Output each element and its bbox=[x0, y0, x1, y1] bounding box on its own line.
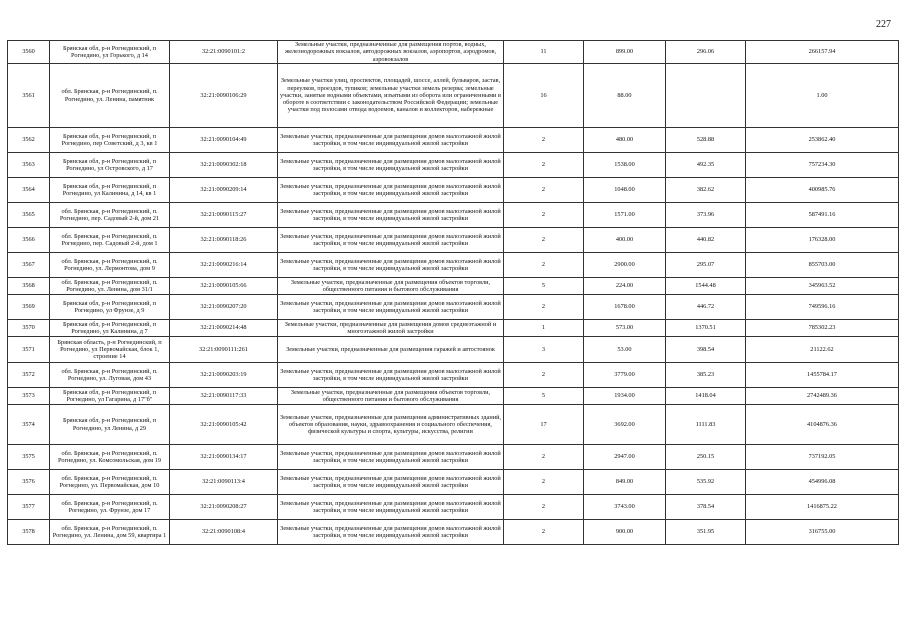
row-number-cell: 3566 bbox=[8, 228, 50, 253]
land-use-cell: Земельные участки, предназначенные для размещения домов малоэтажной жилой застройки, в том числе индивидуальной жилой застройки bbox=[278, 178, 504, 203]
table-row bbox=[8, 405, 899, 445]
table-row bbox=[8, 128, 899, 153]
area-cell: 224.00 bbox=[584, 278, 666, 295]
cadastral-number-cell: 32:21:0090105:66 bbox=[170, 278, 278, 295]
cadastral-number-cell: 32:21:0090214:48 bbox=[170, 320, 278, 337]
row-number-cell: 3577 bbox=[8, 495, 50, 520]
table-row bbox=[8, 253, 899, 278]
group-code-cell: 2 bbox=[504, 228, 584, 253]
group-code-cell: 2 bbox=[504, 295, 584, 320]
group-code-cell: 2 bbox=[504, 495, 584, 520]
group-code-cell: 2 bbox=[504, 128, 584, 153]
group-code-cell: 2 bbox=[504, 470, 584, 495]
row-number-cell: 3573 bbox=[8, 388, 50, 405]
address-cell: Брянская обл, р-н Рогнединский, п Рогнедино, ул Ленина, д 29 bbox=[50, 405, 170, 445]
land-use-cell: Земельные участки, предназначенные для размещения объектов торговли, общественного питания и бытового обслуживания bbox=[278, 388, 504, 405]
land-use-cell: Земельные участки, предназначенные для размещения домов малоэтажной жилой застройки, в том числе индивидуальной жилой застройки bbox=[278, 128, 504, 153]
table-row bbox=[8, 41, 899, 64]
page-number: 227 bbox=[876, 19, 891, 30]
row-number-cell: 3567 bbox=[8, 253, 50, 278]
group-code-cell: 3 bbox=[504, 337, 584, 363]
cadastral-number-cell: 32:21:0090106:29 bbox=[170, 64, 278, 128]
specific-value-cell: 1370.51 bbox=[666, 320, 746, 337]
cadastral-value-cell: 749596.16 bbox=[746, 295, 899, 320]
row-number-cell: 3578 bbox=[8, 520, 50, 545]
cadastral-value-cell: 757234.30 bbox=[746, 153, 899, 178]
cadastral-value-cell: 454996.08 bbox=[746, 470, 899, 495]
area-cell: 53.00 bbox=[584, 337, 666, 363]
land-use-cell: Земельные участки, предназначенные для размещения домов малоэтажной жилой застройки, в том числе индивидуальной жилой застройки bbox=[278, 495, 504, 520]
cadastral-value-cell: 400985.76 bbox=[746, 178, 899, 203]
row-number-cell: 3561 bbox=[8, 64, 50, 128]
cadastral-value-cell: 737192.05 bbox=[746, 445, 899, 470]
cadastral-number-cell: 32:21:0090208:27 bbox=[170, 495, 278, 520]
specific-value-cell: 351.95 bbox=[666, 520, 746, 545]
address-cell: Брянская обл, р-н Рогнединский, п Рогнедино, ул Горького, д 14 bbox=[50, 41, 170, 64]
group-code-cell: 2 bbox=[504, 445, 584, 470]
address-cell: Брянская область, р-н Рогнединский, п Рогнедино, ул Первомайская, блок 1, строение 14 bbox=[50, 337, 170, 363]
table-row bbox=[8, 388, 899, 405]
row-number-cell: 3565 bbox=[8, 203, 50, 228]
row-number-cell: 3568 bbox=[8, 278, 50, 295]
table-row bbox=[8, 228, 899, 253]
address-cell: обл. Брянская, р-н Рогнединский, п. Рогнедино, пер. Садовый 2-й, дом 21 bbox=[50, 203, 170, 228]
cadastral-number-cell: 32:21:0090209:14 bbox=[170, 178, 278, 203]
land-use-cell: Земельные участки улиц, проспектов, площадей, шоссе, аллей, бульваров, застав, переулков, проездов, тупиков; земельные участки земель резерва; земельные участки, занятые водными объектами, изъятыми из оборота или ограниченными в обороте в соответствии с законодательством Российской Федерации; земельные участки под полосами отвода водоемов, каналов и коллекторов, набережные bbox=[278, 64, 504, 128]
specific-value-cell: 378.54 bbox=[666, 495, 746, 520]
table-row bbox=[8, 178, 899, 203]
row-number-cell: 3572 bbox=[8, 363, 50, 388]
area-cell: 1571.00 bbox=[584, 203, 666, 228]
cadastral-value-cell: 855703.00 bbox=[746, 253, 899, 278]
cadastral-value-cell: 21122.62 bbox=[746, 337, 899, 363]
area-cell: 400.00 bbox=[584, 228, 666, 253]
table-row bbox=[8, 278, 899, 295]
specific-value-cell: 296.06 bbox=[666, 41, 746, 64]
land-use-cell: Земельные участки, предназначенные для размещения домов малоэтажной жилой застройки, в том числе индивидуальной жилой застройки bbox=[278, 153, 504, 178]
table-row bbox=[8, 445, 899, 470]
land-use-cell: Земельные участки, предназначенные для размещения домов малоэтажной жилой застройки, в том числе индивидуальной жилой застройки bbox=[278, 445, 504, 470]
cadastral-value-cell: 2742489.36 bbox=[746, 388, 899, 405]
area-cell: 88.00 bbox=[584, 64, 666, 128]
cadastral-number-cell: 32:21:0090111:261 bbox=[170, 337, 278, 363]
specific-value-cell: 385.23 bbox=[666, 363, 746, 388]
cadastral-value-cell: 266157.94 bbox=[746, 41, 899, 64]
group-code-cell: 1 bbox=[504, 320, 584, 337]
area-cell: 480.00 bbox=[584, 128, 666, 153]
cadastral-number-cell: 32:21:0090108:4 bbox=[170, 520, 278, 545]
cadastral-value-cell: 316755.00 bbox=[746, 520, 899, 545]
area-cell: 849.00 bbox=[584, 470, 666, 495]
specific-value-cell: 492.35 bbox=[666, 153, 746, 178]
address-cell: обл. Брянская, р-н Рогнединский, п. Рогнедино, ул. Комсомольская, дом 19 bbox=[50, 445, 170, 470]
specific-value-cell: 1544.48 bbox=[666, 278, 746, 295]
group-code-cell: 2 bbox=[504, 178, 584, 203]
address-cell: Брянская обл, р-н Рогнединский, п Рогнедино, ул Островского, д 17 bbox=[50, 153, 170, 178]
area-cell: 3692.00 bbox=[584, 405, 666, 445]
area-cell: 2947.00 bbox=[584, 445, 666, 470]
land-use-cell: Земельные участки, предназначенные для размещения домов среднеэтажной и многоэтажной жилой застройки bbox=[278, 320, 504, 337]
group-code-cell: 2 bbox=[504, 520, 584, 545]
group-code-cell: 2 bbox=[504, 363, 584, 388]
area-cell: 3779.00 bbox=[584, 363, 666, 388]
group-code-cell: 5 bbox=[504, 388, 584, 405]
address-cell: обл. Брянская, р-н Рогнединский, п. Рогнедино, ул. Ленина, дом 31/1 bbox=[50, 278, 170, 295]
land-use-cell: Земельные участки, предназначенные для размещения домов малоэтажной жилой застройки, в том числе индивидуальной жилой застройки bbox=[278, 520, 504, 545]
table-row bbox=[8, 153, 899, 178]
land-use-cell: Земельные участки, предназначенные для размещения гаражей и автостоянок bbox=[278, 337, 504, 363]
land-use-cell: Земельные участки, предназначенные для размещения домов малоэтажной жилой застройки, в том числе индивидуальной жилой застройки bbox=[278, 228, 504, 253]
cadastral-number-cell: 32:21:0090101:2 bbox=[170, 41, 278, 64]
table-row bbox=[8, 520, 899, 545]
cadastral-number-cell: 32:21:0090104:49 bbox=[170, 128, 278, 153]
address-cell: обл. Брянская, р-н Рогнединский, п. Рогнедино, ул. Лермонтова, дом 9 bbox=[50, 253, 170, 278]
cadastral-value-cell: 1416875.22 bbox=[746, 495, 899, 520]
group-code-cell: 5 bbox=[504, 278, 584, 295]
table-row bbox=[8, 203, 899, 228]
land-use-cell: Земельные участки, предназначенные для размещения портов, водных, железнодорожных вокзалов, автодорожных вокзалов, аэропортов, аэродромов, аэровокзалов bbox=[278, 41, 504, 64]
row-number-cell: 3575 bbox=[8, 445, 50, 470]
specific-value-cell: 1418.04 bbox=[666, 388, 746, 405]
group-code-cell: 2 bbox=[504, 153, 584, 178]
cadastral-number-cell: 32:21:0090302:18 bbox=[170, 153, 278, 178]
table-row bbox=[8, 470, 899, 495]
row-number-cell: 3569 bbox=[8, 295, 50, 320]
land-use-cell: Земельные участки, предназначенные для размещения домов малоэтажной жилой застройки, в том числе индивидуальной жилой застройки bbox=[278, 203, 504, 228]
land-use-cell: Земельные участки, предназначенные для размещения домов малоэтажной жилой застройки, в том числе индивидуальной жилой застройки bbox=[278, 363, 504, 388]
table-row bbox=[8, 295, 899, 320]
address-cell: обл. Брянская, р-н Рогнединский, п. Рогнедино, ул. Ленина, дом 59, квартира 1 bbox=[50, 520, 170, 545]
cadastral-number-cell: 32:21:0090117:33 bbox=[170, 388, 278, 405]
area-cell: 1678.00 bbox=[584, 295, 666, 320]
land-use-cell: Земельные участки, предназначенные для размещения административных зданий, объектов образования, науки, здравоохранения и социального обеспечения, физической культуры и спорта, культуры, искусства, религии bbox=[278, 405, 504, 445]
area-cell: 900.00 bbox=[584, 520, 666, 545]
group-code-cell: 11 bbox=[504, 41, 584, 64]
cadastral-number-cell: 32:21:0090105:42 bbox=[170, 405, 278, 445]
address-cell: Брянская обл, р-н Рогнединский, п Рогнедино, ул Калинина, д 7 bbox=[50, 320, 170, 337]
specific-value-cell: 295.07 bbox=[666, 253, 746, 278]
cadastral-value-cell: 4104876.36 bbox=[746, 405, 899, 445]
row-number-cell: 3571 bbox=[8, 337, 50, 363]
area-cell: 1934.00 bbox=[584, 388, 666, 405]
table-row bbox=[8, 320, 899, 337]
address-cell: обл. Брянская, р-н Рогнединский, п. Рогнедино, пер. Садовый 2-й, дом 1 bbox=[50, 228, 170, 253]
specific-value-cell: 535.92 bbox=[666, 470, 746, 495]
area-cell: 3743.00 bbox=[584, 495, 666, 520]
row-number-cell: 3562 bbox=[8, 128, 50, 153]
address-cell: обл. Брянская, р-н Рогнединский, п. Рогнедино, ул. Фрунзе, дом 17 bbox=[50, 495, 170, 520]
table-row bbox=[8, 495, 899, 520]
row-number-cell: 3563 bbox=[8, 153, 50, 178]
cadastral-number-cell: 32:21:0090216:14 bbox=[170, 253, 278, 278]
cadastral-value-cell: 587491.16 bbox=[746, 203, 899, 228]
group-code-cell: 2 bbox=[504, 203, 584, 228]
area-cell: 899.00 bbox=[584, 41, 666, 64]
cadastral-number-cell: 32:21:0090207:20 bbox=[170, 295, 278, 320]
address-cell: Брянская обл, р-н Рогнединский, п Рогнедино, ул Калинина, д 14, кв 1 bbox=[50, 178, 170, 203]
row-number-cell: 3576 bbox=[8, 470, 50, 495]
area-cell: 1048.00 bbox=[584, 178, 666, 203]
cadastral-value-cell: 176328.00 bbox=[746, 228, 899, 253]
specific-value-cell: 398.54 bbox=[666, 337, 746, 363]
cadastral-number-cell: 32:21:0090203:19 bbox=[170, 363, 278, 388]
address-cell: обл. Брянская, р-н Рогнединский, п. Рогнедино, ул. Ленина, памятник bbox=[50, 64, 170, 128]
cadastral-value-cell: 345963.52 bbox=[746, 278, 899, 295]
table-row bbox=[8, 337, 899, 363]
cadastral-value-table bbox=[7, 40, 899, 545]
cadastral-value-cell: 1.00 bbox=[746, 64, 899, 128]
area-cell: 573.00 bbox=[584, 320, 666, 337]
cadastral-number-cell: 32:21:0090115:27 bbox=[170, 203, 278, 228]
address-cell: обл. Брянская, р-н Рогнединский, п. Рогнедино, ул. Луговая, дом 43 bbox=[50, 363, 170, 388]
specific-value-cell: 373.96 bbox=[666, 203, 746, 228]
address-cell: Брянская обл, р-н Рогнединский, п Рогнедино, ул Фрунзе, д 9 bbox=[50, 295, 170, 320]
specific-value-cell: 250.15 bbox=[666, 445, 746, 470]
cadastral-value-cell: 1455784.17 bbox=[746, 363, 899, 388]
specific-value-cell: 528.88 bbox=[666, 128, 746, 153]
specific-value-cell: 1111.83 bbox=[666, 405, 746, 445]
specific-value-cell: 446.72 bbox=[666, 295, 746, 320]
cadastral-value-cell: 253862.40 bbox=[746, 128, 899, 153]
row-number-cell: 3570 bbox=[8, 320, 50, 337]
cadastral-number-cell: 32:21:0090113:4 bbox=[170, 470, 278, 495]
address-cell: Брянская обл, р-н Рогнединский, п Рогнедино, пер Советский, д 3, кв 1 bbox=[50, 128, 170, 153]
cadastral-number-cell: 32:21:0090118:26 bbox=[170, 228, 278, 253]
specific-value-cell bbox=[666, 64, 746, 128]
specific-value-cell: 382.62 bbox=[666, 178, 746, 203]
row-number-cell: 3560 bbox=[8, 41, 50, 64]
table-row bbox=[8, 363, 899, 388]
land-use-cell: Земельные участки, предназначенные для размещения объектов торговли, общественного питания и бытового обслуживания bbox=[278, 278, 504, 295]
address-cell: обл. Брянская, р-н Рогнединский, п. Рогнедино, ул. Первомайская, дом 10 bbox=[50, 470, 170, 495]
cadastral-value-cell: 785302.23 bbox=[746, 320, 899, 337]
group-code-cell: 17 bbox=[504, 405, 584, 445]
address-cell: Брянская обл, р-н Рогнединский, п Рогнедино, ул Гагарина, д 17"б" bbox=[50, 388, 170, 405]
group-code-cell: 2 bbox=[504, 253, 584, 278]
specific-value-cell: 440.82 bbox=[666, 228, 746, 253]
row-number-cell: 3574 bbox=[8, 405, 50, 445]
land-use-cell: Земельные участки, предназначенные для размещения домов малоэтажной жилой застройки, в том числе индивидуальной жилой застройки bbox=[278, 470, 504, 495]
area-cell: 2900.00 bbox=[584, 253, 666, 278]
land-use-cell: Земельные участки, предназначенные для размещения домов малоэтажной жилой застройки, в том числе индивидуальной жилой застройки bbox=[278, 253, 504, 278]
row-number-cell: 3564 bbox=[8, 178, 50, 203]
land-use-cell: Земельные участки, предназначенные для размещения домов малоэтажной жилой застройки, в том числе индивидуальной жилой застройки bbox=[278, 295, 504, 320]
cadastral-number-cell: 32:21:0090134:17 bbox=[170, 445, 278, 470]
group-code-cell: 16 bbox=[504, 64, 584, 128]
area-cell: 1538.00 bbox=[584, 153, 666, 178]
table-row bbox=[8, 64, 899, 128]
